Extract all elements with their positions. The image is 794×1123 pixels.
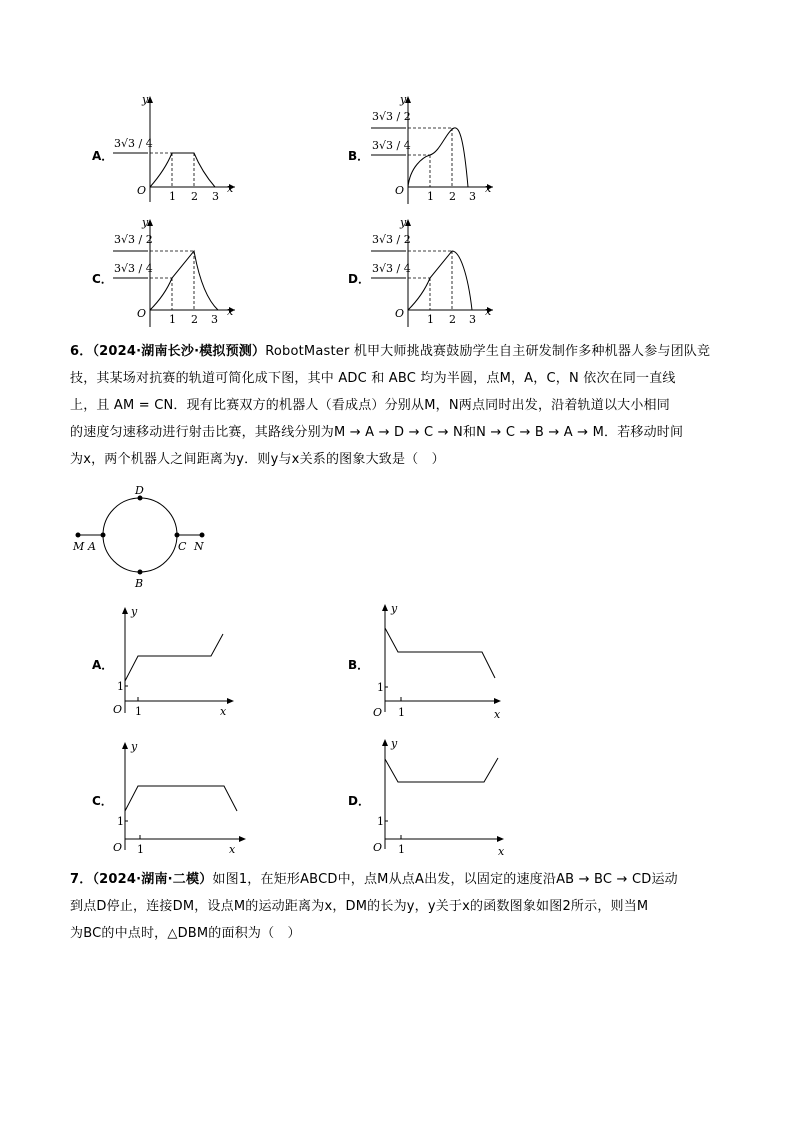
q7-question: 7．（2024·湖南·二模）如图1，在矩形ABCD中，点M从点A出发，以固定的速度沿AB → BC → CD运动 到点D停止，连接DM，设点M的运动距离为x，DM的长为y，y关于x的函数图象如图2所示，则当M 为BC的中点时，△DBM的面积为（ ） [70,872,678,941]
svg-text:3√3 / 4: 3√3 / 4 [114,262,153,275]
q6-option-c-label[interactable]: C． [92,794,113,808]
q5-option-a-label[interactable]: A． [92,149,114,163]
svg-text:B: B [135,577,144,590]
svg-text:D: D [135,484,144,497]
svg-text:3√3 / 4: 3√3 / 4 [372,262,411,275]
q6-option-b-graph [370,600,505,720]
svg-text:x: x [227,305,234,318]
q6-option-c-graph [110,738,250,856]
svg-text:3√3 / 4: 3√3 / 4 [372,139,411,152]
svg-text:1: 1 [137,843,144,856]
svg-text:y: y [400,93,407,106]
q5-option-d-graph [368,215,498,330]
q6-option-a-label[interactable]: A． [92,658,114,672]
svg-text:y: y [391,602,398,615]
svg-text:O: O [373,706,383,719]
svg-text:1: 1 [117,815,124,828]
svg-text:2: 2 [191,313,198,326]
svg-text:1: 1 [427,313,434,326]
svg-text:1: 1 [427,190,434,203]
svg-text:1: 1 [135,705,142,718]
svg-text:y: y [391,737,398,750]
svg-text:3: 3 [212,190,219,203]
svg-text:y: y [142,216,149,229]
q6-option-d-label[interactable]: D． [348,794,370,808]
svg-text:O: O [395,307,405,320]
q6-option-a-graph [110,603,240,718]
svg-text:O: O [137,307,147,320]
svg-text:y: y [142,93,149,106]
svg-text:3√3 / 2: 3√3 / 2 [372,110,411,123]
svg-text:1: 1 [377,681,384,694]
svg-text:x: x [494,708,501,721]
svg-text:2: 2 [449,190,456,203]
svg-text:A: A [88,540,96,553]
q5-option-c-label[interactable]: C． [92,272,113,286]
svg-text:y: y [131,740,138,753]
svg-text:3√3 / 2: 3√3 / 2 [114,233,153,246]
svg-text:x: x [498,845,505,858]
svg-text:C: C [178,540,187,553]
q5-option-c-graph [110,215,240,330]
svg-text:y: y [131,605,138,618]
svg-text:3: 3 [211,313,218,326]
q6-question: 6．（2024·湖南长沙·模拟预测）RobotMaster 机甲大师挑战赛鼓励学生自主研发制作多种机器人参与团队竞 技，其某场对抗赛的轨道可简化成下图，其中 ADC 和 ABC 均为半圆，点M，A，C，N 依次在同一直线 上，且 AM = CN．现有比赛双方的机器人（看成点）分别从M，N两点同时出发，沿着轨道以大小相同 的速度匀速移动进行射击比赛，其路线分别为M → A → D → C → N和N → C → B → A → M．若移动时间 为x，两个机器人之间距离为y．则y与x关系的图象大致是（ ） [70,344,711,467]
svg-text:3: 3 [469,190,476,203]
q6-track-figure [70,480,220,592]
q6-option-d-graph [370,735,510,857]
q6-option-b-label[interactable]: B． [348,658,370,672]
svg-text:O: O [395,184,405,197]
svg-text:1: 1 [169,313,176,326]
q5-option-a-graph [110,92,240,207]
svg-text:x: x [227,182,234,195]
svg-text:1: 1 [398,843,405,856]
svg-text:O: O [137,184,147,197]
q5-a-ytick: 3√3 / 4 [114,137,153,150]
q5-option-b-label[interactable]: B． [348,149,370,163]
svg-text:N: N [194,540,204,553]
svg-text:1: 1 [398,706,405,719]
svg-text:2: 2 [191,190,198,203]
svg-text:x: x [220,705,227,718]
svg-text:O: O [113,703,123,716]
svg-text:1: 1 [377,815,384,828]
q5-option-d-label[interactable]: D． [348,272,370,286]
svg-text:1: 1 [169,190,176,203]
q5-option-b-graph [368,92,498,207]
svg-text:1: 1 [117,680,124,693]
svg-text:y: y [400,216,407,229]
svg-text:O: O [113,841,123,854]
svg-text:3: 3 [469,313,476,326]
svg-text:3√3 / 2: 3√3 / 2 [372,233,411,246]
svg-text:x: x [485,305,492,318]
svg-text:M: M [73,540,85,553]
svg-text:x: x [485,182,492,195]
svg-text:O: O [373,841,383,854]
svg-text:x: x [229,843,236,856]
svg-text:2: 2 [449,313,456,326]
